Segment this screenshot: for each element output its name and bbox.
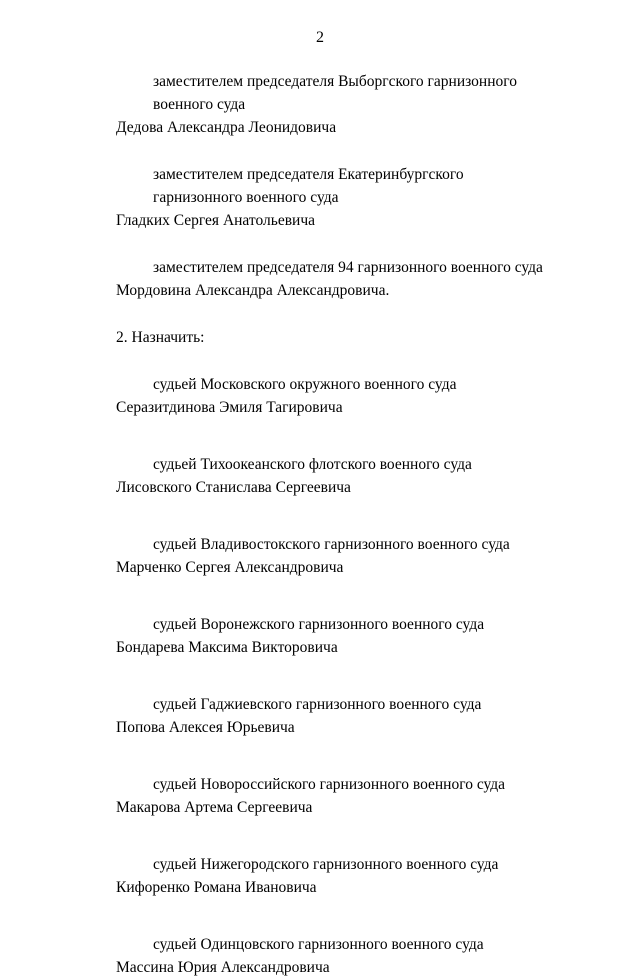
position-line: судьей Владивостокского гарнизонного военного суда [153,536,510,553]
person-name: Дедова Александра Леонидовича [116,119,337,136]
position-line: судьей Одинцовского гарнизонного военного суда [153,936,484,953]
position-line: судьей Московского окружного военного суда [153,376,457,393]
person-name: Гладких Сергея Анатольевича [116,212,315,229]
appointment-entry [116,933,586,979]
person-name: Марченко Сергея Александровича [116,559,344,576]
appointments-list [116,373,586,979]
deputy-chair-entry [116,256,586,302]
person-name: Мордовина Александра Александровича. [116,282,390,299]
person-name: Попова Алексея Юрьевича [116,719,295,736]
appointment-entry [116,613,586,659]
position-line: военного суда [153,96,246,113]
position-line: заместителем председателя 94 гарнизонного военного суда [153,259,543,276]
document-body [116,70,586,979]
appointment-entry [116,533,586,579]
appointment-entry [116,373,586,419]
person-name: Серазитдинова Эмиля Тагировича [116,399,343,416]
position-line: судьей Гаджиевского гарнизонного военного суда [153,696,482,713]
position-line: заместителем председателя Выборгского гарнизонного [153,73,517,90]
position-line: судьей Воронежского гарнизонного военного суда [153,616,485,633]
position-line: заместителем председателя Екатеринбургского [153,166,464,183]
appointment-entry [116,853,586,899]
deputy-chair-entry [116,163,586,232]
page-number: 2 [316,29,324,46]
person-name: Макарова Артема Сергеевича [116,799,313,816]
position-line: гарнизонного военного суда [153,189,339,206]
position-line: судьей Нижегородского гарнизонного военного суда [153,856,499,873]
appointment-entry [116,453,586,499]
person-name: Бондарева Максима Викторовича [116,639,338,656]
position-line: судьей Тихоокеанского флотского военного суда [153,456,472,473]
section-heading: 2. Назначить: [116,329,205,346]
appointment-entry [116,773,586,819]
deputy-chair-entry [116,70,586,139]
person-name: Лисовского Станислава Сергеевича [116,479,351,496]
person-name: Массина Юрия Александровича [116,959,330,976]
position-line: судьей Новороссийского гарнизонного военного суда [153,776,506,793]
appointment-entry [116,693,586,739]
person-name: Кифоренко Романа Ивановича [116,879,317,896]
